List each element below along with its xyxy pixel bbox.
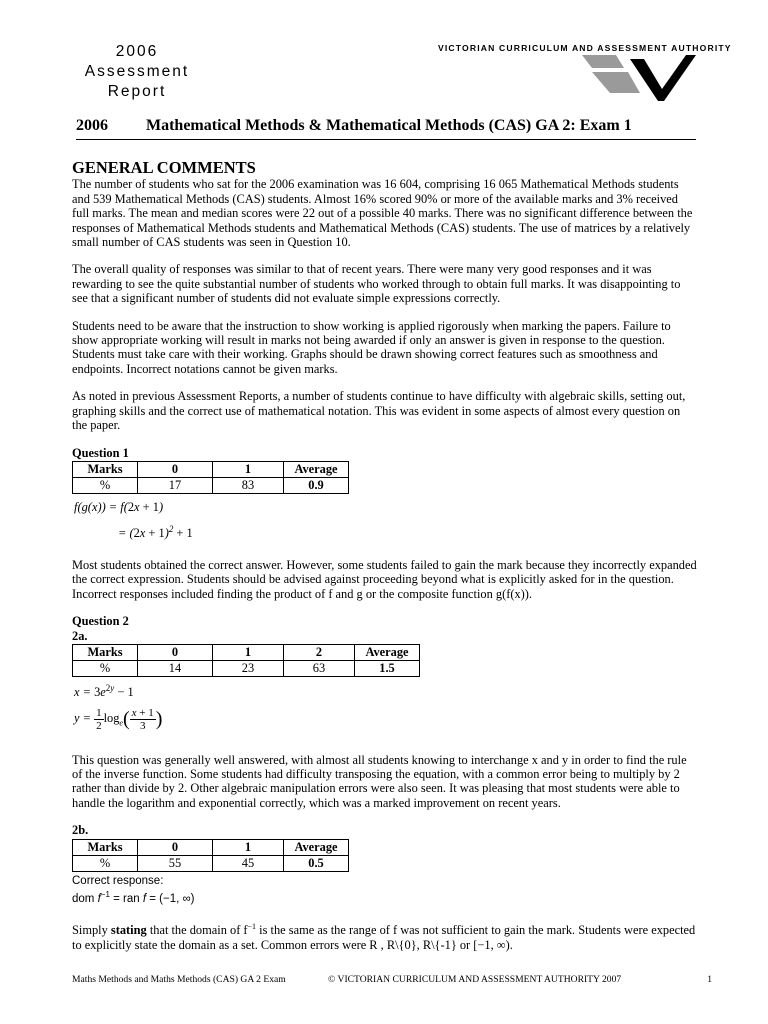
table-cell: 63 [284, 661, 355, 677]
question-2b-marks-table [72, 839, 349, 872]
table-header: 1 [213, 645, 284, 661]
table-header: Average [284, 839, 349, 855]
table-cell: % [73, 855, 138, 871]
paragraph: The number of students who sat for the 2006 examination was 16 604, comprising 16 065 Mathematical Methods students and 539 Mathematical Methods (CAS) students. Almost 16% scored 90% or more of the available marks and 3% received full marks. The mean and median scores were 22 out of a possible 40 marks. There was no significant difference between the responses of Mathematical Methods students and Mathematical Methods (CAS) students. The use of matrices by a relatively small number of CAS students was seen in Question 10. [72, 177, 693, 250]
authority-name: VICTORIAN CURRICULUM AND ASSESSMENT AUTHORITY [438, 43, 732, 53]
question-1-comment: Most students obtained the correct answer. However, some students failed to gain the mark because they incorrectly expanded the correct expression. Students should be advised against proceeding beyond what is explicitly asked for in the question. Incorrect responses included finding the product of f and g or the composite function g(f(x)). [72, 558, 697, 601]
report-body [72, 157, 698, 965]
question-2-heading: Question 2 [72, 614, 129, 629]
question-2a-marks-table [72, 644, 420, 677]
report-year: 2006 [115, 43, 159, 60]
paragraph: Students need to be aware that the instruction to show working is applied rigorously when marking the papers. Failure to show appropriate working will result in marks not being awarded if only an answer is given in response to the question. Students must take care with their working. Graphs should be drawn showing correct features such as smoothness and endpoints. Incorrect notations cannot be given marks. [72, 318, 671, 376]
assessment-report-label [72, 42, 202, 102]
question-2b-comment: Simply stating that the domain of $f^{-1}$ is the same as the range of f was not sufficient to gain the mark. Students were expected to explicitly state the domain as a set. Common errors were R , R\{0}, R\{-1} or [−1, ∞). [72, 922, 696, 952]
table-cell: 83 [213, 477, 284, 493]
question-1-marks-table [72, 461, 349, 494]
table-header: 1 [213, 461, 284, 477]
table-cell: 23 [213, 661, 284, 677]
table-cell: 0.5 [284, 855, 349, 871]
table-cell: % [73, 661, 138, 677]
title-year: 2006 [76, 117, 108, 134]
question-2b-label: 2b. [72, 823, 89, 838]
table-header: Marks [73, 839, 138, 855]
table-cell: 1.5 [355, 661, 420, 677]
table-cell: 17 [138, 477, 213, 493]
title-text: Mathematical Methods & Mathematical Methods (CAS) GA 2: Exam 1 [146, 117, 632, 134]
table-header: 0 [138, 461, 213, 477]
page-footer [72, 974, 712, 985]
table-header: 2 [284, 645, 355, 661]
paragraph: As noted in previous Assessment Reports, a number of students continue to have difficulty with algebraic skills, setting out, graphing skills and the correct use of mathematical notation. This was evident in some aspects of almost every question on the paper. [72, 389, 686, 433]
footer-exam-name: Maths Methods and Maths Methods (CAS) GA 2 Exam [72, 974, 286, 985]
footer-copyright: © VICTORIAN CURRICULUM AND ASSESSMENT AUTHORITY 2007 [328, 974, 622, 985]
question-2a-comment: This question was generally well answered, with almost all students knowing to interchange x and y in order to find the rule of the inverse function. Some students had difficulty transposing the equation, with a common error being to multiply by 2 rather than divide by 2. Other algebraic manipulation errors were also seen. It was pleasing that most students were able to handle the logarithm and exponential correctly, which was a marked improvement on recent years. [72, 752, 687, 810]
correct-response-label: Correct response: [72, 874, 164, 887]
table-cell: 0.9 [284, 477, 349, 493]
table-header: Average [284, 461, 349, 477]
table-cell: % [73, 477, 138, 493]
table-header: 0 [138, 839, 213, 855]
table-header: Average [355, 645, 420, 661]
report-word-assessment: Assessment [84, 63, 190, 80]
table-header: Marks [73, 645, 138, 661]
table-cell: 45 [213, 855, 284, 871]
page-number: 1 [707, 974, 712, 985]
question-2a-label: 2a. [72, 628, 88, 643]
table-cell: 55 [138, 855, 213, 871]
q1-working: f(g(x)) = f(2x + 1) = $(2x + 1)^2 + 1$ [74, 499, 193, 541]
vcaa-logo-icon [578, 55, 698, 103]
q2b-working: dom $f^{-1}$ = ran f = (−1, ∞) [72, 890, 195, 905]
table-header: Marks [73, 461, 138, 477]
general-comments-heading: GENERAL COMMENTS [72, 158, 256, 177]
paragraph: The overall quality of responses was similar to that of recent years. There were many very good responses and it was rewarding to see the quite substantial number of students who worked through to obtain full marks. It was disappointing to see that a significant number of students did not evaluate simple expressions correctly. [72, 262, 681, 306]
table-cell: 14 [138, 661, 213, 677]
table-header: 1 [213, 839, 284, 855]
table-header: 0 [138, 645, 213, 661]
question-1-heading: Question 1 [72, 445, 129, 460]
q2a-working: $x = 3e^{2y} - 1$ y = $\frac{1}{2}$ $\log_e$( $\frac{x + 1}{3}$ ) [74, 683, 163, 732]
page-title [76, 117, 696, 140]
report-word-report: Report [107, 83, 167, 100]
